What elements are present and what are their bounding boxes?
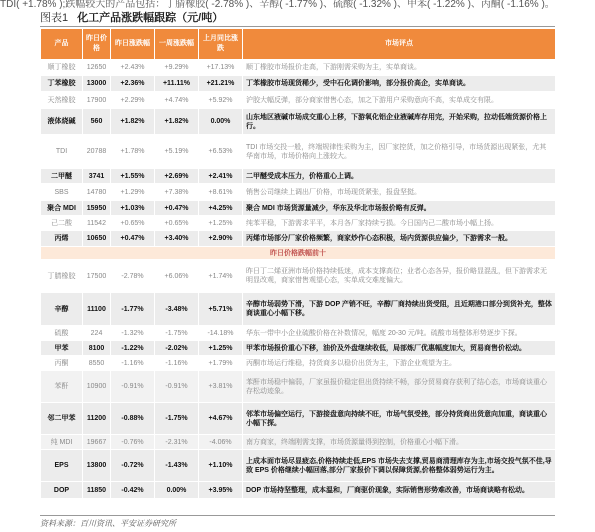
header-month-change: 上月同比涨跌	[199, 29, 243, 60]
product-cell: SBS	[41, 184, 83, 201]
price-cell: 17500	[83, 260, 111, 293]
table-row	[41, 76, 556, 92]
comment-cell: 上成本面市场尽显疲态,价格持续走低,EPS 市场失去支撑,贸易商清理库存为主,市场交投气氛不佳,导致 EPS 价格继续小幅回落,部分厂家报价下调以保障货源,价格整体弱势运行为主。	[243, 450, 556, 482]
day-change-cell: -0.88%	[111, 403, 155, 435]
comment-cell: 顺丁橡胶市场报价走高，下游刚需采购为主，实单商谈。	[243, 60, 556, 76]
price-cell: 224	[83, 326, 111, 341]
product-cell: 苯酐	[41, 371, 83, 403]
day-change-cell: -1.77%	[111, 293, 155, 326]
day-change-cell: +2.43%	[111, 60, 155, 76]
table-row	[41, 403, 556, 435]
header-price: 昨日价格	[83, 29, 111, 60]
week-change-cell: -1.43%	[155, 450, 199, 482]
price-cell: 11200	[83, 403, 111, 435]
table-header-row	[41, 29, 556, 60]
week-change-cell: +11.11%	[155, 76, 199, 92]
section-row	[41, 247, 556, 260]
comment-cell: 丁苯橡胶市场现货稀少，受中石化调价影响，部分报价高企，实单商谈。	[243, 76, 556, 92]
comment-cell: 丙烯市场部分厂家价格频繁，商家炒作心态积极，场内货源供应偏少，下游需求一般。	[243, 231, 556, 247]
source-note: 资料来源：百川资讯、平安证券研究所	[40, 515, 555, 529]
month-change-cell: +17.13%	[199, 60, 243, 76]
month-change-cell: -4.06%	[199, 435, 243, 450]
week-change-cell: 0.00%	[155, 482, 199, 499]
day-change-cell: -0.76%	[111, 435, 155, 450]
product-cell: TDI	[41, 135, 83, 169]
table-row	[41, 184, 556, 201]
table-row	[41, 435, 556, 450]
day-change-cell: +0.65%	[111, 216, 155, 231]
comment-cell: 苯酐市场稳中偏弱，厂家虽报价稳定但出货持续不畅，部分贸易商存获利了结心态，市场商谈重心存松动迹象。	[243, 371, 556, 403]
table-row	[41, 231, 556, 247]
price-cell: 12650	[83, 60, 111, 76]
day-change-cell: +1.55%	[111, 169, 155, 184]
table-row	[41, 326, 556, 341]
table-row	[41, 216, 556, 231]
price-cell: 560	[83, 109, 111, 135]
table-row	[41, 482, 556, 499]
week-change-cell: -3.48%	[155, 293, 199, 326]
month-change-cell: +1.10%	[199, 450, 243, 482]
comment-cell: 邻苯市场偏空运行，下游接盘意向持续不旺，市场气氛受挫，部分持货商出货意向加重，商谈重心小幅下探。	[243, 403, 556, 435]
header-day-change: 昨日涨跌幅	[111, 29, 155, 60]
price-cell: 11542	[83, 216, 111, 231]
month-change-cell: -14.18%	[199, 326, 243, 341]
week-change-cell: -0.91%	[155, 371, 199, 403]
week-change-cell: +9.29%	[155, 60, 199, 76]
header-week-change: 一周涨跌幅	[155, 29, 199, 60]
month-change-cell: +3.95%	[199, 482, 243, 499]
price-cell: 10900	[83, 371, 111, 403]
product-cell: 丁腈橡胶	[41, 260, 83, 293]
product-cell: 辛醇	[41, 293, 83, 326]
month-change-cell: +5.92%	[199, 92, 243, 109]
table-row	[41, 293, 556, 326]
table-title: 化工产品涨跌幅跟踪（元/吨）	[77, 12, 224, 24]
price-cell: 8100	[83, 341, 111, 356]
product-cell: 丙酮	[41, 356, 83, 371]
week-change-cell: -1.75%	[155, 403, 199, 435]
comment-cell: 甲苯市场报价重心下移，油价及外盘继续收低，局部炼厂优惠幅度加大，贸易商售价松动。	[243, 341, 556, 356]
product-cell: 己二酸	[41, 216, 83, 231]
comment-cell: 二甲醚受成本压力，价格重心上调。	[243, 169, 556, 184]
price-cell: 10650	[83, 231, 111, 247]
product-cell: EPS	[41, 450, 83, 482]
price-cell: 13000	[83, 76, 111, 92]
product-cell: 二甲醚	[41, 169, 83, 184]
product-cell: 丙烯	[41, 231, 83, 247]
day-change-cell: +2.29%	[111, 92, 155, 109]
product-cell: DOP	[41, 482, 83, 499]
day-change-cell: +1.29%	[111, 184, 155, 201]
table-row	[41, 371, 556, 403]
day-change-cell: -0.42%	[111, 482, 155, 499]
day-change-cell: -1.16%	[111, 356, 155, 371]
day-change-cell: +0.47%	[111, 231, 155, 247]
month-change-cell: +1.25%	[199, 341, 243, 356]
month-change-cell: +8.61%	[199, 184, 243, 201]
figure-label: 图表1	[40, 12, 69, 24]
product-cell: 顺丁橡胶	[41, 60, 83, 76]
month-change-cell: +2.41%	[199, 169, 243, 184]
comment-cell: 聚合 MDI 市场货源量减少，华东及华北市场报价略有反弹。	[243, 201, 556, 216]
day-change-cell: -2.78%	[111, 260, 155, 293]
month-change-cell: +4.25%	[199, 201, 243, 216]
comment-cell: 丙酮市场运行维稳，持货商多以稳价出货为主，下游企业观望为主。	[243, 356, 556, 371]
header-comment: 市场评点	[243, 29, 556, 60]
product-cell: 液体烧碱	[41, 109, 83, 135]
comment-cell: 华东一带中小企业硫酸价格在补数情况，幅度 20-30 元/吨。硫酸市场整体形势逐步下探。	[243, 326, 556, 341]
product-cell: 丁苯橡胶	[41, 76, 83, 92]
comment-cell: 销售公司继续上调出厂价格，市场现货紧张，报盘坚挺。	[243, 184, 556, 201]
day-change-cell: +1.03%	[111, 201, 155, 216]
table-row	[41, 169, 556, 184]
day-change-cell: +1.78%	[111, 135, 155, 169]
price-cell: 11100	[83, 293, 111, 326]
table-row	[41, 109, 556, 135]
table-row	[41, 341, 556, 356]
week-change-cell: -1.16%	[155, 356, 199, 371]
week-change-cell: -2.02%	[155, 341, 199, 356]
day-change-cell: -0.72%	[111, 450, 155, 482]
comment-cell: 南方商家，终端刚需支撑，市场货源量得到控制，价格重心小幅下滑。	[243, 435, 556, 450]
product-cell: 硫酸	[41, 326, 83, 341]
month-change-cell: +5.71%	[199, 293, 243, 326]
month-change-cell: +1.79%	[199, 356, 243, 371]
week-change-cell: +0.47%	[155, 201, 199, 216]
table-row	[41, 356, 556, 371]
week-change-cell: +5.19%	[155, 135, 199, 169]
month-change-cell: +3.81%	[199, 371, 243, 403]
header-product: 产品	[41, 29, 83, 60]
price-cell: 17900	[83, 92, 111, 109]
day-change-cell: -1.22%	[111, 341, 155, 356]
table-row	[41, 60, 556, 76]
price-change-table	[40, 28, 556, 499]
week-change-cell: +4.74%	[155, 92, 199, 109]
comment-cell: DOP 市场持坚整理，成本温和，厂商驱价现象，实际销售形势难改善，市场商谈略有松动。	[243, 482, 556, 499]
product-cell: 天然橡胶	[41, 92, 83, 109]
comment-cell: TDI 市场交投一般，终端规律性采购为主，因厂家控货，加之价格引导，市场货源出现紧张，尤其华南市场，市场价格向上涨较大。	[243, 135, 556, 169]
comment-cell: 纯苯平稳，下游需求平平，本月各厂家持续亏损。今日国内己二酸市场小幅上扬。	[243, 216, 556, 231]
product-cell: 纯 MDI	[41, 435, 83, 450]
table-row	[41, 201, 556, 216]
price-cell: 11850	[83, 482, 111, 499]
table-caption	[40, 10, 555, 27]
table-row	[41, 260, 556, 293]
top-summary-line: TDI( +1.78% );跌幅较大的产品包括：丁腈橡胶( -2.78% )、辛醇( -1.77% )、硫酸( -1.32% )、甲苯( -1.22% )、丙酮( -1.16% )。	[0, 0, 555, 9]
price-cell: 3741	[83, 169, 111, 184]
month-change-cell: +4.67%	[199, 403, 243, 435]
month-change-cell: +1.25%	[199, 216, 243, 231]
section-title: 昨日价格跌幅前十	[41, 247, 556, 260]
price-cell: 19667	[83, 435, 111, 450]
product-cell: 甲苯	[41, 341, 83, 356]
table-row	[41, 92, 556, 109]
price-cell: 13800	[83, 450, 111, 482]
price-cell: 15950	[83, 201, 111, 216]
price-cell: 8550	[83, 356, 111, 371]
week-change-cell: +1.82%	[155, 109, 199, 135]
week-change-cell: -1.75%	[155, 326, 199, 341]
day-change-cell: +1.82%	[111, 109, 155, 135]
week-change-cell: +3.40%	[155, 231, 199, 247]
month-change-cell: +21.21%	[199, 76, 243, 92]
month-change-cell: 0.00%	[199, 109, 243, 135]
day-change-cell: +2.36%	[111, 76, 155, 92]
product-cell: 邻二甲苯	[41, 403, 83, 435]
comment-cell: 昨日丁二烯亚洲市场价格持续低迷，成本支撑高位；业者心态各异，报价略显混乱，但下游需求无明显改观，商家惜售观望心态，实单成交难度偏大。	[243, 260, 556, 293]
week-change-cell: -2.31%	[155, 435, 199, 450]
table-row	[41, 135, 556, 169]
day-change-cell: -1.32%	[111, 326, 155, 341]
week-change-cell: +7.38%	[155, 184, 199, 201]
month-change-cell: +6.53%	[199, 135, 243, 169]
price-cell: 20788	[83, 135, 111, 169]
product-cell: 聚合 MDI	[41, 201, 83, 216]
comment-cell: 山东地区液碱市场成交重心上移，下游氧化铝企业液碱库存用完，开始采购，拉动低端货源价格上行。	[243, 109, 556, 135]
week-change-cell: +6.06%	[155, 260, 199, 293]
table-row	[41, 450, 556, 482]
week-change-cell: +2.69%	[155, 169, 199, 184]
month-change-cell: +2.90%	[199, 231, 243, 247]
price-cell: 14780	[83, 184, 111, 201]
day-change-cell: -0.91%	[111, 371, 155, 403]
comment-cell: 沪胶大幅反弹，部分商家惜售心态，加之下游用户采购意向不高，实单成交有限。	[243, 92, 556, 109]
comment-cell: 辛醇市场弱势下滑，下游 DOP 产销不旺，辛醇厂商持续出货受阻，且近期港口部分到货补充，整体商谈重心小幅下移。	[243, 293, 556, 326]
month-change-cell: +1.74%	[199, 260, 243, 293]
week-change-cell: +0.65%	[155, 216, 199, 231]
